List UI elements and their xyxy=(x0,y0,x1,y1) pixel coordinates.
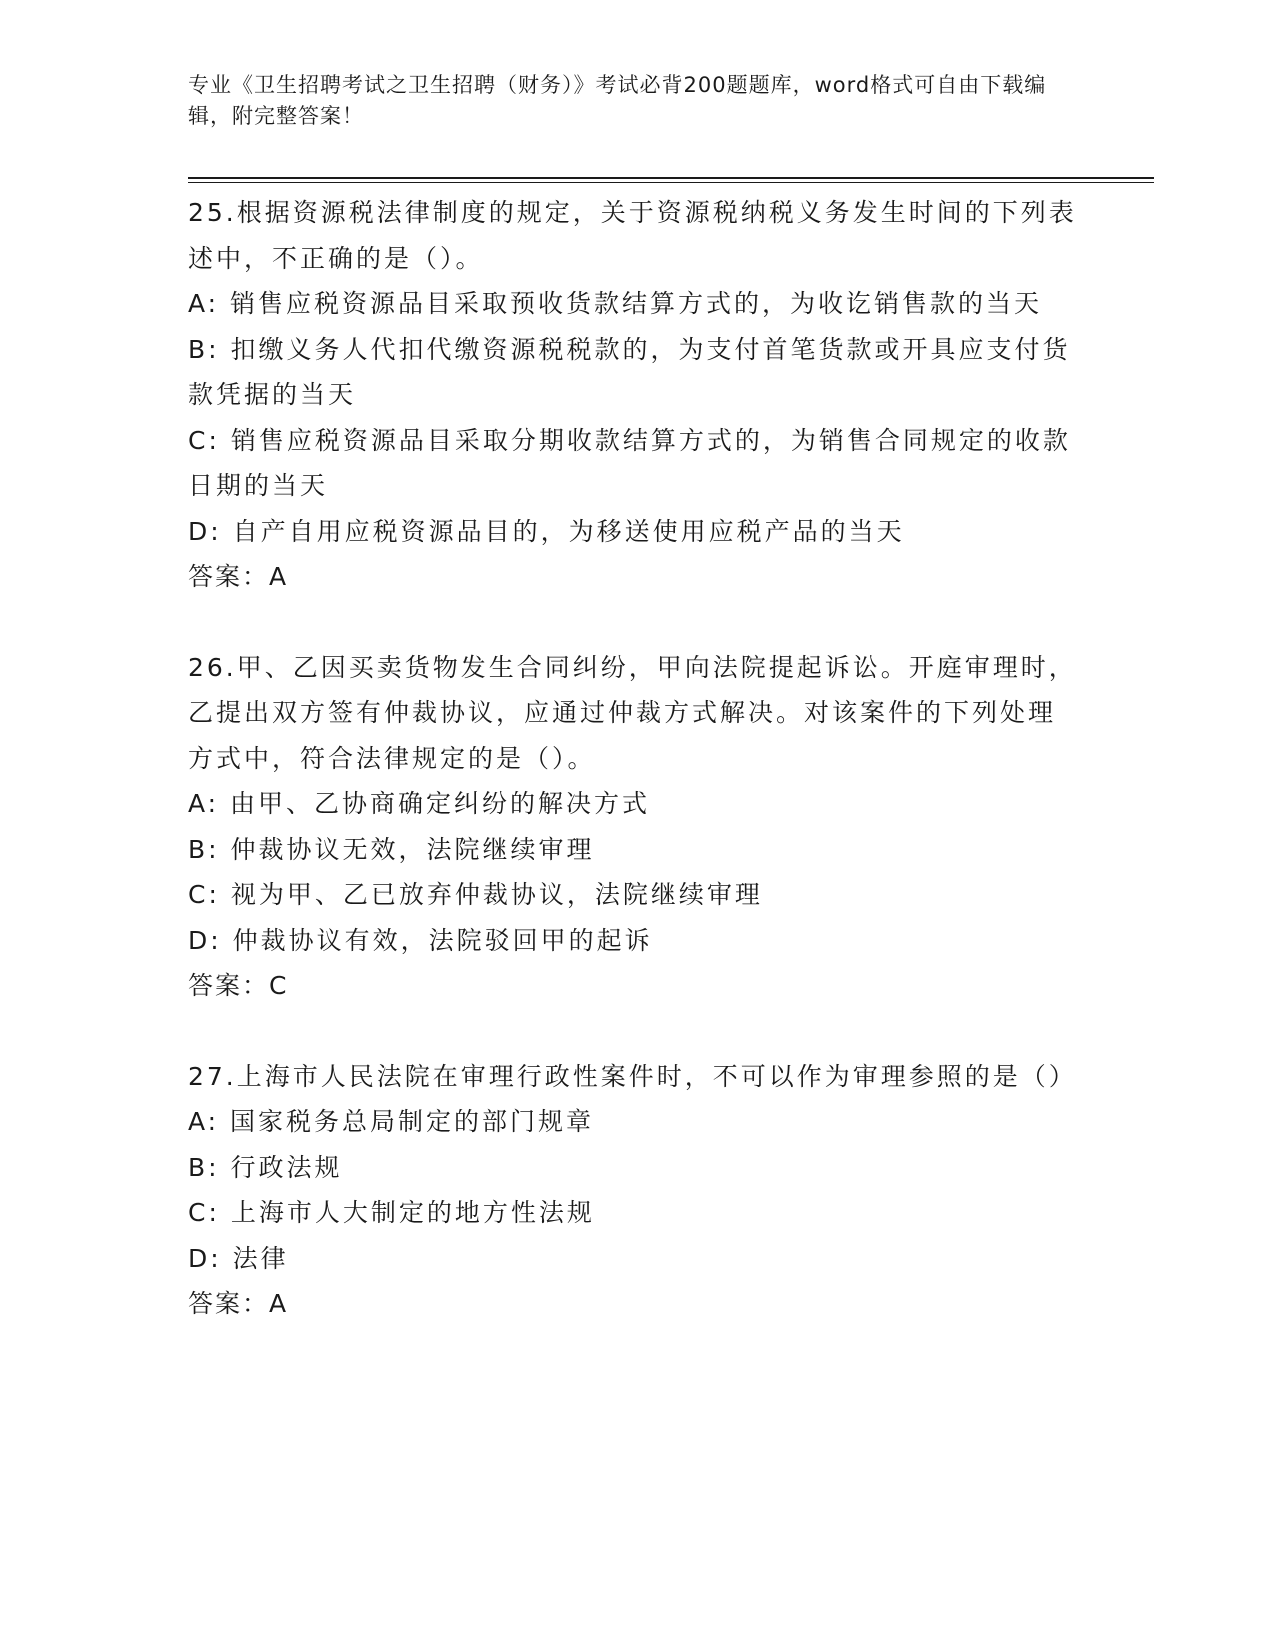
question-25 xyxy=(188,190,1078,600)
option-d: D: 自产自用应税资源品目的，为移送使用应税产品的当天 xyxy=(188,516,905,546)
option-a: A: 销售应税资源品目采取预收货款结算方式的，为收讫销售款的当天 xyxy=(188,289,1043,318)
answer: 答案：C xyxy=(188,971,289,1000)
option-a: A: 由甲、乙协商确定纠纷的解决方式 xyxy=(188,789,651,818)
question-stem: 25.根据资源税法律制度的规定，关于资源税纳税义务发生时间的下列表述中，不正确的是（）。 xyxy=(188,198,1077,273)
option-d: D: 法律 xyxy=(188,1243,289,1273)
option-c: C: 销售应税资源品目采取分期收款结算方式的，为销售合同规定的收款日期的当天 xyxy=(188,425,1071,500)
question-27 xyxy=(188,1054,1078,1327)
option-c: C: 上海市人大制定的地方性法规 xyxy=(188,1198,595,1227)
page-header: 专业《卫生招聘考试之卫生招聘（财务）》考试必背200题题库，word格式可自由下载编辑，附完整答案！ xyxy=(188,73,1047,128)
option-d: D: 仲裁协议有效，法院驳回甲的起诉 xyxy=(188,925,653,955)
header-divider-thick xyxy=(188,177,1154,179)
answer: 答案：A xyxy=(188,562,289,591)
question-list xyxy=(188,190,1078,1372)
header-divider-thin xyxy=(188,182,1154,183)
question-stem: 27.上海市人民法院在审理行政性案件时，不可以作为审理参照的是（） xyxy=(188,1061,1077,1091)
option-c: C: 视为甲、乙已放弃仲裁协议，法院继续审理 xyxy=(188,880,763,909)
option-b: B: 行政法规 xyxy=(188,1152,343,1182)
answer: 答案：A xyxy=(188,1289,289,1318)
option-b: B: 扣缴义务人代扣代缴资源税税款的，为支付首笔货款或开具应支付货款凭据的当天 xyxy=(188,334,1071,409)
option-a: A: 国家税务总局制定的部门规章 xyxy=(188,1107,595,1136)
option-b: B: 仲裁协议无效，法院继续审理 xyxy=(188,834,595,864)
question-26 xyxy=(188,645,1078,1009)
question-stem: 26.甲、乙因买卖货物发生合同纠纷，甲向法院提起诉讼。开庭审理时，乙提出双方签有仲裁协议，应通过仲裁方式解决。对该案件的下列处理方式中，符合法律规定的是（）。 xyxy=(188,652,1077,773)
